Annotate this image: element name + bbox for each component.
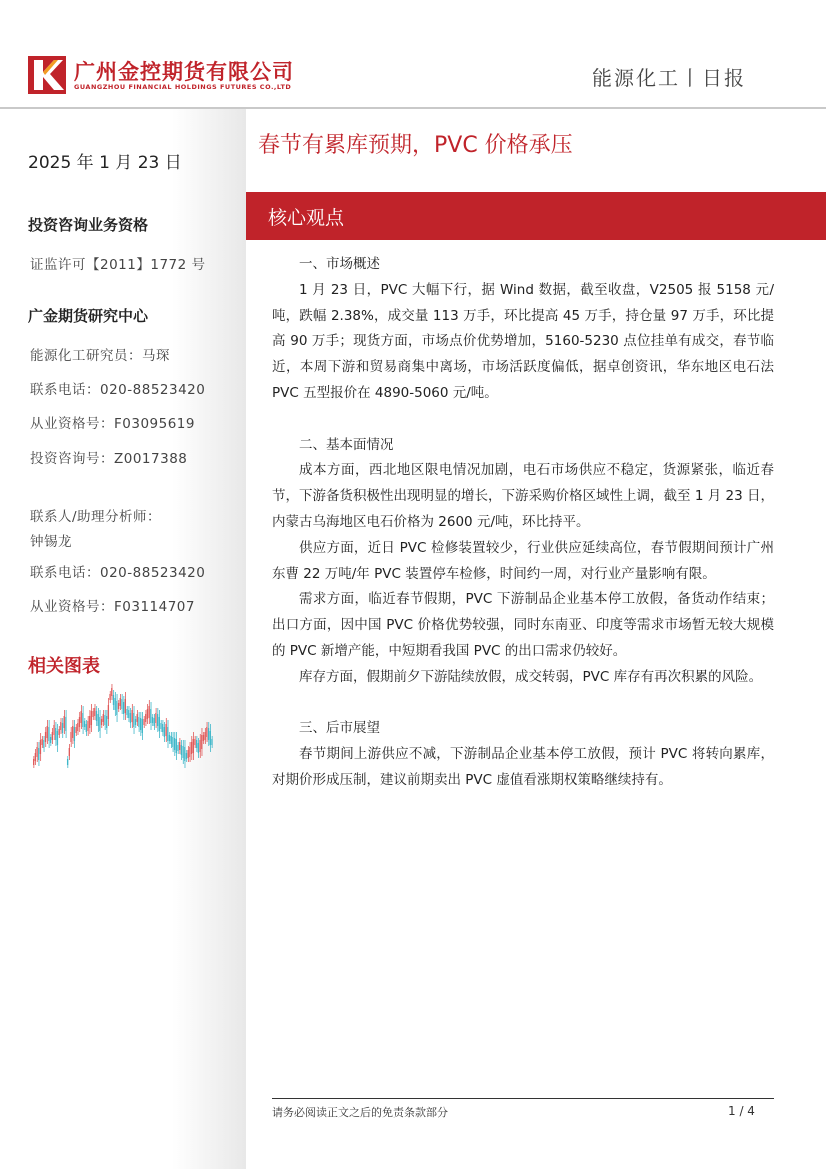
chart-candle-body — [115, 698, 116, 710]
chart-candle-body — [145, 714, 146, 722]
chart-candle-body — [140, 718, 141, 730]
footer-divider — [272, 1098, 774, 1099]
chart-candle-body — [103, 714, 104, 722]
paragraph: 需求方面，临近春节假期，PVC 下游制品企业基本停工放假，备货动作结束；出口方面，因中国 PVC 价格优势较强，同时东南亚、印度等需求市场暂无较大规模的 PVC 新增产能，中短期看我国 PVC 的出口需求仍较好。 — [272, 591, 774, 659]
report-title: 春节有累库预期，PVC 价格承压 — [258, 133, 573, 158]
chart-candle-body — [81, 711, 82, 723]
chart-candle-body — [191, 742, 192, 754]
chart-candle-body — [82, 713, 83, 727]
chart-candle-body — [38, 748, 39, 760]
chart-candle-body — [72, 726, 73, 738]
chart-candle-body — [74, 727, 75, 741]
chart-candle-body — [182, 746, 183, 758]
chart-candle-body — [130, 713, 131, 723]
phone-1: 联系电话：020-88523420 — [30, 382, 206, 398]
chart-candle-body — [111, 688, 112, 696]
chart-candle-body — [176, 739, 177, 753]
chart-candle-body — [167, 727, 168, 741]
chart-candle-body — [203, 735, 204, 741]
chart-candle-body — [186, 753, 187, 759]
chart-candle-body — [65, 717, 66, 731]
chart-candle-body — [205, 732, 206, 740]
chart-candle-body — [62, 723, 63, 733]
chart-candle-body — [154, 718, 155, 726]
paragraph: 1 月 23 日，PVC 大幅下行，据 Wind 数据，截至收盘，V2505 报 5158 元/吨，跌幅 2.38%，成交量 113 万手，环比提高 45 万手，持仓量 97 万手，环比提高 90 万手；现货方面，市场点价优势增加，5160-5230 点位挂单有成交，春节临近，本周下游和贸易商集中离场，市场活跃度偏低，据卓创资讯，华东地区电石法 PVC 五型报价在 4890-5060 元/吨。 — [272, 281, 774, 401]
chart-candle-body — [181, 745, 182, 755]
chart-candle-body — [159, 717, 160, 731]
chart-candle-body — [133, 713, 134, 727]
chart-candle-body — [162, 724, 163, 732]
chart-candle-body — [177, 745, 178, 751]
chart-candle-body — [208, 728, 209, 740]
chart-candle-body — [193, 739, 194, 753]
chart-candle-body — [121, 699, 122, 709]
chart-candle-body — [120, 698, 121, 706]
chart-candle-body — [55, 728, 56, 740]
paragraph: 成本方面，西北地区限电情况加剧，电石市场供应不稳定，货源紧张，临近春节，下游备货积极性出现明显的增长，下游采购价格区域性上调，截至 1 月 23 日，内蒙古乌海地区电石价格为 2600 元/吨，环比持平。 — [272, 462, 774, 530]
related-charts-title: 相关图表 — [28, 656, 100, 677]
chart-candle-body — [142, 719, 143, 733]
chart-candle-body — [155, 713, 156, 723]
chart-candle-body — [40, 740, 41, 754]
chart-candle-body — [57, 731, 58, 745]
company-name-en: GUANGZHOU FINANCIAL HOLDINGS FUTURES CO.,LTD — [74, 83, 292, 91]
chart-candle-body — [131, 710, 132, 722]
chart-candle-body — [101, 719, 102, 725]
chart-candle-body — [94, 708, 95, 716]
chart-candle-body — [109, 694, 110, 700]
chart-candle-body — [77, 723, 78, 731]
chart-candle-body — [87, 721, 88, 731]
chart-candle-body — [106, 716, 107, 728]
chart-candle-body — [194, 739, 195, 745]
chart-candle-body — [113, 695, 114, 705]
chart-candle-body — [118, 703, 119, 709]
contact-label: 联系人/助理分析师： — [30, 509, 162, 525]
section-heading: 二、基本面情况 — [299, 436, 394, 453]
contact-name: 钟锡龙 — [30, 534, 72, 550]
chart-candle-body — [116, 701, 117, 715]
section-heading: 三、后市展望 — [299, 720, 380, 737]
chart-candle-body — [47, 726, 48, 738]
report-date: 2025 年 1 月 23 日 — [28, 153, 182, 173]
chart-candle-body — [196, 740, 197, 748]
chart-candle-body — [179, 742, 180, 750]
chart-candle-body — [48, 727, 49, 741]
chart-candle-body — [67, 759, 68, 765]
related-chart-thumbnail — [28, 682, 218, 802]
chart-candle-body — [143, 719, 144, 725]
chart-candle-body — [64, 716, 65, 728]
company-name-cn: 广州金控期货有限公司 — [74, 60, 294, 84]
chart-candle-body — [45, 732, 46, 742]
chart-candle-body — [70, 732, 71, 742]
report-type: 能源化工丨日报 — [592, 66, 746, 90]
qualification-title: 投资咨询业务资格 — [28, 216, 149, 234]
chart-candle-body — [137, 714, 138, 722]
chart-candle-body — [157, 714, 158, 726]
chart-candle-body — [43, 740, 44, 748]
chart-candle-body — [165, 724, 166, 736]
cert-number-1: 从业资格号：F03095619 — [30, 416, 195, 432]
chart-candle-body — [92, 711, 93, 717]
phone-2: 联系电话：020-88523420 — [30, 565, 206, 581]
chart-candle-body — [150, 709, 151, 723]
section-heading: 一、市场概述 — [299, 256, 380, 272]
chart-candle-body — [50, 737, 51, 743]
chart-candle-body — [135, 719, 136, 725]
chart-candle-body — [35, 753, 36, 761]
research-center-title: 广金期货研究中心 — [28, 307, 149, 325]
chart-candle-body — [148, 706, 149, 718]
chart-candle-body — [98, 714, 99, 726]
cert-number-2: 从业资格号：F03114707 — [30, 599, 195, 615]
chart-candle-body — [164, 727, 165, 737]
chart-candle-body — [79, 717, 80, 727]
chart-candle-body — [210, 731, 211, 745]
chart-candle-body — [199, 740, 200, 752]
report-body — [272, 252, 774, 794]
chart-candle-body — [171, 736, 172, 744]
page-number: 1 / 4 — [728, 1104, 755, 1118]
chart-candle-body — [189, 747, 190, 757]
chart-candle-body — [75, 727, 76, 733]
chart-candle-body — [174, 738, 175, 750]
chart-candle-body — [36, 747, 37, 757]
k-logo-icon — [28, 56, 66, 94]
chart-candle-body — [201, 735, 202, 749]
chart-candle-body — [206, 727, 207, 737]
chart-candle-body — [53, 725, 54, 735]
chart-candle-body — [126, 709, 127, 715]
chart-candle-body — [104, 715, 105, 725]
core-view-bar — [246, 192, 826, 240]
chart-candle-body — [89, 716, 90, 728]
chart-candle-body — [91, 711, 92, 725]
researcher: 能源化工研究员：马琛 — [30, 348, 170, 364]
chart-candle-body — [188, 750, 189, 758]
consult-number-1: 投资咨询号：Z0017388 — [30, 451, 188, 467]
chart-candle-body — [52, 732, 53, 740]
company-logo — [28, 56, 328, 100]
chart-candle-body — [58, 729, 59, 735]
chart-candle-body — [211, 739, 212, 745]
chart-candle-body — [198, 743, 199, 753]
chart-candle-body — [84, 721, 85, 727]
chart-candle-body — [99, 717, 100, 731]
chart-candle-body — [86, 724, 87, 732]
disclaimer-note: 请务必阅读正文之后的免责条款部分 — [272, 1106, 448, 1119]
chart-candle-body — [184, 747, 185, 761]
chart-candle-body — [138, 717, 139, 727]
chart-candle-body — [41, 739, 42, 745]
chart-candle-body — [96, 711, 97, 721]
chart-candle-body — [169, 735, 170, 741]
chart-candle-body — [128, 710, 129, 718]
chart-candle-body — [33, 759, 34, 765]
core-view-label: 核心观点 — [268, 207, 345, 229]
chart-candle-body — [60, 722, 61, 730]
chart-candle-body — [152, 717, 153, 723]
paragraph: 供应方面，近日 PVC 检修装置较少，行业供应延续高位，春节假期间预计广州东曹 22 万吨/年 PVC 装置停车检修，时间约一周，对行业产量影响有限。 — [272, 539, 774, 582]
chart-candle-body — [108, 705, 109, 719]
license-number: 证监许可【2011】1772 号 — [30, 257, 206, 273]
chart-candle-body — [172, 737, 173, 747]
chart-candle-body — [123, 702, 124, 714]
chart-candle-body — [69, 748, 70, 756]
chart-candle-body — [147, 709, 148, 719]
paragraph: 春节期间上游供应不减，下游制品企业基本停工放假，预计 PVC 将转向累库，对期价形成压制，建议前期卖出 PVC 虚值看涨期权策略继续持有。 — [272, 746, 774, 788]
chart-candle-body — [160, 723, 161, 729]
chart-candle-body — [125, 699, 126, 713]
paragraph: 库存方面，假期前夕下游陆续放假，成交转弱，PVC 库存有再次积累的风险。 — [299, 668, 763, 685]
